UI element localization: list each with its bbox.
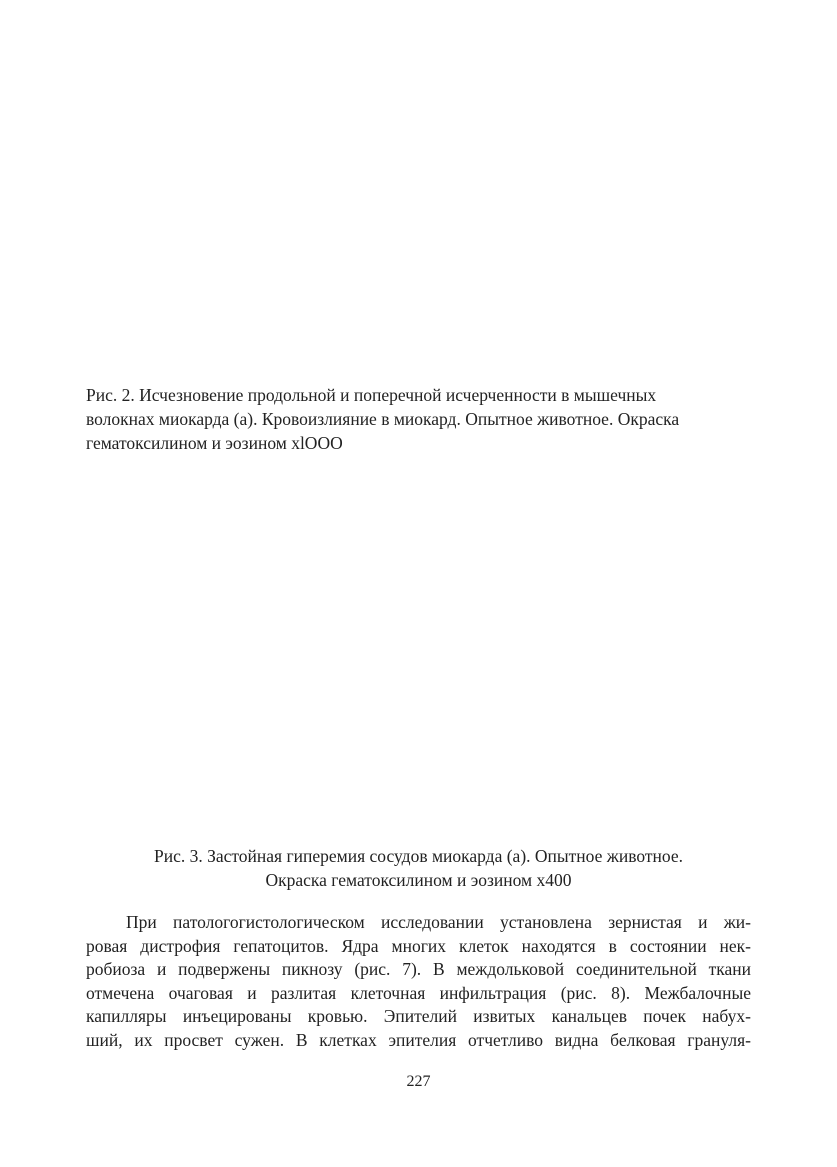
figure-3-image-area: [86, 470, 751, 835]
caption-line: Окраска гематоксилином и эозином x400: [265, 870, 572, 890]
caption-line: волокнах миокарда (а). Кровоизлияние в миокард. Опытное животное. Окраска: [86, 409, 680, 429]
body-paragraph: [86, 911, 751, 1052]
figure-2-image-area: [86, 40, 751, 370]
caption-line: Рис. 3. Застойная гиперемия сосудов миокарда (а). Опытное животное.: [153, 846, 684, 866]
figure-2-caption: [86, 383, 756, 455]
page-number: 227: [406, 1073, 431, 1090]
paragraph-line: ровая дистрофия гепатоцитов. Ядра многих клеток находятся в состоянии нек-: [86, 935, 751, 956]
caption-line: Рис. 2. Исчезновение продольной и поперечной исчерченности в мышечных: [86, 385, 657, 405]
paragraph-line: отмечена очаговая и разлитая клеточная инфильтрация (рис. 8). Межбалочные: [86, 982, 751, 1003]
paragraph-line: ший, их просвет сужен. В клетках эпителия отчетливо видна белковая грануля-: [86, 1029, 751, 1050]
paragraph-line: капилляры инъецированы кровью. Эпителий извитых канальцев почек набух-: [86, 1006, 751, 1026]
caption-line: гематоксилином и эозином xlOOO: [86, 433, 343, 453]
paragraph-line: робиоза и подвержены пикнозу (рис. 7). В междольковой соединительной ткани: [86, 959, 751, 979]
paragraph-line: При патологогистологическом исследовании установлена зернистая и жи-: [126, 912, 751, 932]
figure-3-caption: [86, 844, 751, 892]
